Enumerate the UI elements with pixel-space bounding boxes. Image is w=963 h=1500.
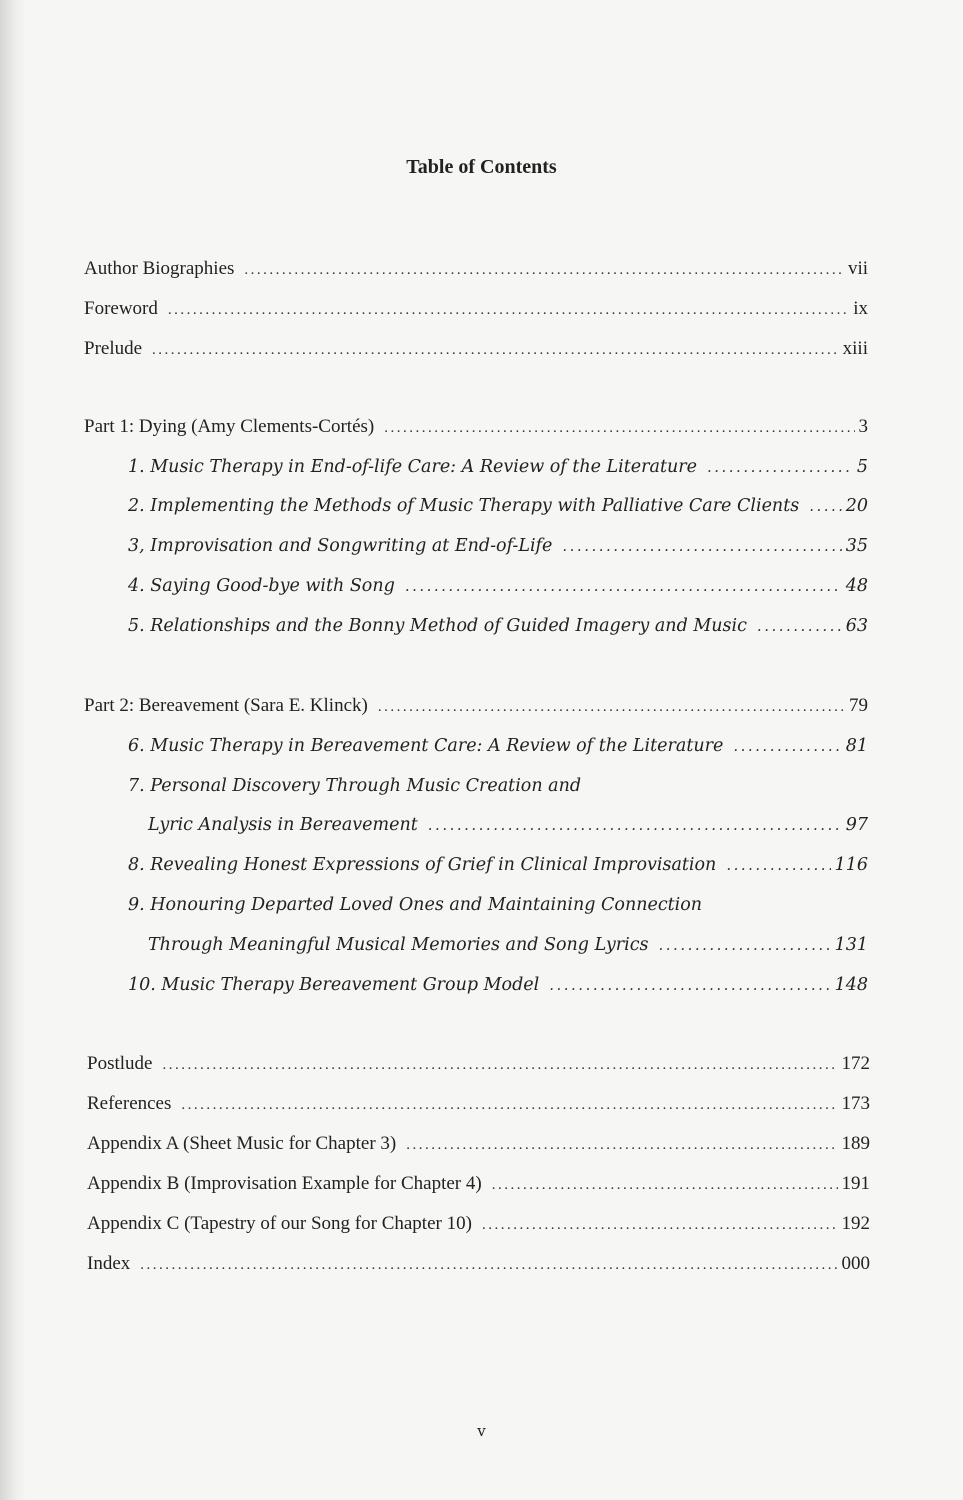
toc-entry-page: 192 (841, 1213, 870, 1234)
dot-leader (562, 534, 841, 558)
toc-entry-index[interactable] (87, 1252, 870, 1277)
dot-leader (707, 455, 853, 479)
toc-entry-label: 2. Implementing the Methods of Music Therapy with Palliative Care Clients (128, 496, 800, 516)
toc-entry-label: Author Biographies (84, 258, 235, 279)
toc-entry-label: 6. Music Therapy in Bereavement Care: A Review of the Literature (128, 736, 724, 756)
toc-entry-page: xiii (842, 338, 868, 359)
toc-chapter-10[interactable] (128, 973, 868, 997)
toc-chapter-1[interactable] (128, 455, 868, 479)
toc-entry-postlude[interactable] (87, 1052, 870, 1077)
toc-chapter-9-line1[interactable]: 9. Honouring Departed Loved Ones and Maintaining Connection (128, 895, 703, 915)
toc-entry-label: Through Meaningful Musical Memories and Song Lyrics (148, 935, 649, 955)
toc-entry-label: 3, Improvisation and Songwriting at End-of-Life (128, 536, 553, 556)
toc-entry-page: 3 (858, 416, 868, 437)
dot-leader (549, 973, 830, 997)
toc-chapter-7-line1[interactable]: 7. Personal Discovery Through Music Creation and (128, 776, 582, 796)
toc-chapter-8[interactable] (128, 853, 868, 877)
toc-entry-label: Postlude (87, 1053, 153, 1074)
toc-entry-page: 191 (841, 1173, 870, 1194)
toc-entry-page: 5 (856, 457, 868, 477)
toc-entry-page: 48 (845, 576, 868, 596)
toc-entry-label: Prelude (84, 338, 143, 359)
toc-entry-label: Part 2: Bereavement (Sara E. Klinck) (84, 695, 368, 716)
dot-leader (405, 574, 842, 598)
toc-entry-appendix-b[interactable] (87, 1172, 870, 1197)
dot-leader (181, 1093, 837, 1117)
toc-entry-prelude[interactable] (84, 337, 868, 362)
toc-chapter-9[interactable] (148, 933, 868, 957)
dot-leader (809, 494, 842, 518)
toc-entry-page: 35 (845, 536, 868, 556)
dot-leader (162, 1053, 837, 1077)
toc-entry-label: References (87, 1093, 172, 1114)
toc-part-2-heading[interactable] (84, 694, 868, 719)
toc-entry-label: Foreword (84, 298, 158, 319)
toc-entry-page: 116 (834, 855, 868, 875)
toc-chapter-6[interactable] (128, 734, 868, 758)
toc-entry-page: 173 (841, 1093, 870, 1114)
toc-entry-label: Appendix A (Sheet Music for Chapter 3) (87, 1133, 397, 1154)
toc-entry-page: 79 (849, 695, 868, 716)
toc-entry-references[interactable] (87, 1092, 870, 1117)
toc-entry-page: 189 (841, 1133, 870, 1154)
dot-leader (168, 298, 849, 322)
dot-leader (244, 258, 844, 282)
dot-leader (733, 734, 841, 758)
toc-entry-appendix-a[interactable] (87, 1132, 870, 1157)
toc-entry-label: Appendix C (Tapestry of our Song for Chapter 10) (87, 1213, 472, 1234)
toc-chapter-3[interactable] (128, 534, 868, 558)
dot-leader (406, 1133, 837, 1157)
toc-entry-page: 172 (841, 1053, 870, 1074)
toc-entry-author-biographies[interactable] (84, 257, 868, 282)
toc-chapter-2[interactable] (128, 494, 868, 518)
dot-leader (492, 1173, 838, 1197)
toc-entry-label: 8. Revealing Honest Expressions of Grief in Clinical Improvisation (128, 855, 717, 875)
toc-entry-appendix-c[interactable] (87, 1212, 870, 1237)
toc-entry-page: 81 (845, 736, 868, 756)
toc-chapter-7[interactable] (148, 813, 868, 837)
toc-entry-foreword[interactable] (84, 297, 868, 322)
toc-entry-label: Appendix B (Improvisation Example for Chapter 4) (87, 1173, 482, 1194)
dot-leader (659, 933, 831, 957)
toc-entry-label: Index (87, 1253, 131, 1274)
toc-entry-page: 131 (834, 935, 868, 955)
toc-entry-label: 4. Saying Good-bye with Song (128, 576, 395, 596)
toc-entry-label: 1. Music Therapy in End-of-life Care: A Review of the Literature (128, 457, 697, 477)
page-title: Table of Contents (406, 156, 557, 178)
toc-entry-page: 000 (841, 1253, 870, 1274)
toc-entry-page: vii (847, 258, 868, 279)
toc-entry-page: 97 (845, 815, 868, 835)
page-number: v (477, 1422, 486, 1440)
toc-entry-label: 10. Music Therapy Bereavement Group Model (128, 975, 540, 995)
toc-entry-page: 20 (845, 496, 868, 516)
dot-leader (140, 1253, 837, 1277)
toc-chapter-4[interactable] (128, 574, 868, 598)
dot-leader (384, 416, 854, 440)
toc-entry-page: ix (853, 298, 868, 319)
toc-entry-page: 63 (845, 616, 868, 636)
toc-part-1-heading[interactable] (84, 415, 868, 440)
dot-leader (152, 338, 839, 362)
toc-entry-label: Part 1: Dying (Amy Clements-Cortés) (84, 416, 375, 437)
toc-chapter-5[interactable] (128, 614, 868, 638)
page-edge-shadow (0, 0, 26, 1500)
dot-leader (378, 695, 845, 719)
toc-entry-page: 148 (834, 975, 868, 995)
dot-leader (757, 614, 842, 638)
toc-entry-label: Lyric Analysis in Bereavement (148, 815, 418, 835)
toc-entry-label: 5. Relationships and the Bonny Method of Guided Imagery and Music (128, 616, 747, 636)
dot-leader (726, 853, 830, 877)
dot-leader (428, 813, 842, 837)
dot-leader (482, 1213, 838, 1237)
